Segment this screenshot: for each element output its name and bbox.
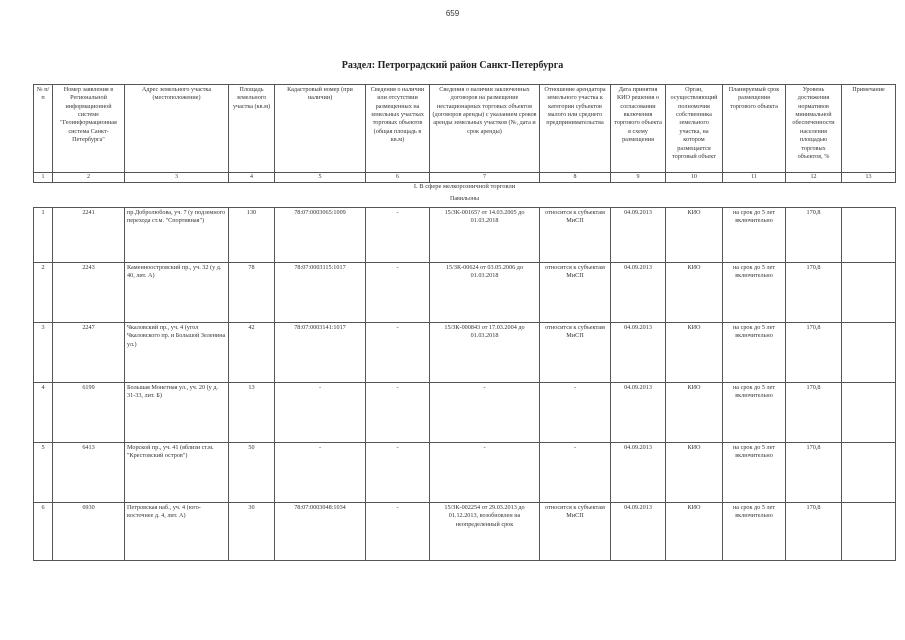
column-number: 8	[540, 173, 611, 183]
application-number-cell: 6199	[53, 383, 125, 443]
contract-info-cell: 15/ЗК-00624 от 03.05.2006 до 01.03.2018	[430, 263, 540, 323]
note-cell	[842, 323, 896, 383]
column-number: 13	[842, 173, 896, 183]
column-number: 4	[229, 173, 275, 183]
column-number: 12	[786, 173, 842, 183]
column-header: Примечание	[842, 85, 896, 173]
column-header: Дата принятия КИО решения о согласовании включения торгового объекта в схему размещения	[611, 85, 666, 173]
column-number: 5	[275, 173, 366, 183]
note-cell	[842, 503, 896, 561]
sme-status-cell: относится к субъектам МиСП	[540, 208, 611, 263]
column-number: 11	[723, 173, 786, 183]
cadastral-number-cell: -	[275, 443, 366, 503]
table-row	[34, 503, 896, 561]
column-number: 10	[666, 173, 723, 183]
existing-objects-cell: -	[366, 208, 430, 263]
row-number-cell: 5	[34, 443, 53, 503]
placement-term-cell: на срок до 5 лет включительно	[723, 263, 786, 323]
table-row	[34, 443, 896, 503]
column-header: № п/п	[34, 85, 53, 173]
area-cell: 50	[229, 443, 275, 503]
subcategory-title: Павильоны	[449, 195, 479, 202]
existing-objects-cell: -	[366, 383, 430, 443]
column-header: Адрес земельного участка (местоположение)	[125, 85, 229, 173]
owner-organ-cell: КИО	[666, 263, 723, 323]
approval-date-cell: 04.09.2013	[611, 443, 666, 503]
area-cell: 42	[229, 323, 275, 383]
row-number-cell: 2	[34, 263, 53, 323]
owner-organ-cell: КИО	[666, 443, 723, 503]
placement-term-cell: на срок до 5 лет включительно	[723, 503, 786, 561]
column-header: Площадь земельного участка (кв.м)	[229, 85, 275, 173]
cadastral-number-cell: 78:07:0003065:1009	[275, 208, 366, 263]
header-row	[34, 85, 896, 173]
provision-level-cell: 170,8	[786, 503, 842, 561]
sme-status-cell: -	[540, 383, 611, 443]
provision-level-cell: 170,8	[786, 383, 842, 443]
table-row	[34, 383, 896, 443]
sme-status-cell: относится к субъектам МиСП	[540, 263, 611, 323]
area-cell: 78	[229, 263, 275, 323]
owner-organ-cell: КИО	[666, 323, 723, 383]
note-cell	[842, 263, 896, 323]
provision-level-cell: 170,8	[786, 208, 842, 263]
row-number-cell: 4	[34, 383, 53, 443]
address-cell: Чкаловский пр., уч. 4 (угол Чкаловского пр. и Большой Зеленина ул.)	[125, 323, 229, 383]
placement-term-cell: на срок до 5 лет включительно	[723, 443, 786, 503]
column-number: 7	[430, 173, 540, 183]
existing-objects-cell: -	[366, 323, 430, 383]
page-number: 659	[445, 9, 460, 18]
row-number-cell: 6	[34, 503, 53, 561]
approval-date-cell: 04.09.2013	[611, 323, 666, 383]
provision-level-cell: 170,8	[786, 443, 842, 503]
address-cell: Большая Монетная ул., уч. 20 (у д. 31-33, лит. Б)	[125, 383, 229, 443]
application-number-cell: 2243	[53, 263, 125, 323]
placement-term-cell: на срок до 5 лет включительно	[723, 208, 786, 263]
sme-status-cell: -	[540, 443, 611, 503]
column-number: 9	[611, 173, 666, 183]
approval-date-cell: 04.09.2013	[611, 263, 666, 323]
contract-info-cell: 15/ЗК-002254 от 29.03.2013 до 01.12.2013, возобновлен на неопределенный срок	[430, 503, 540, 561]
column-header: Сведения о наличии или отсутствии размещенных на земельных участках торговых объектов (общая площадь в кв.м)	[366, 85, 430, 173]
row-number-cell: 3	[34, 323, 53, 383]
column-header: Уровень достижения нормативов минимальной обеспеченности населения площадью торговых объектов, %	[786, 85, 842, 173]
table-row	[34, 323, 896, 383]
contract-info-cell: 15/ЗК-000843 от 17.03.2004 до 01.03.2018	[430, 323, 540, 383]
category-cell	[34, 183, 896, 208]
column-number: 2	[53, 173, 125, 183]
category-row	[34, 183, 896, 208]
category-title: I. В сфере мелкорозничной торговли	[413, 183, 516, 190]
column-header: Номер заявления в Региональной информационной системе "Геоинформационная система Санкт-Петербурга"	[53, 85, 125, 173]
column-number: 3	[125, 173, 229, 183]
row-number-cell: 1	[34, 208, 53, 263]
cadastral-number-cell: 78:07:0003048:1034	[275, 503, 366, 561]
column-number-row	[34, 173, 896, 183]
application-number-cell: 2241	[53, 208, 125, 263]
sme-status-cell: относится к субъектам МиСП	[540, 323, 611, 383]
contract-info-cell: -	[430, 443, 540, 503]
application-number-cell: 6930	[53, 503, 125, 561]
application-number-cell: 6413	[53, 443, 125, 503]
existing-objects-cell: -	[366, 503, 430, 561]
approval-date-cell: 04.09.2013	[611, 208, 666, 263]
note-cell	[842, 383, 896, 443]
contract-info-cell: 15/ЗК-00165? от 14.03.2005 до 01.03.2018	[430, 208, 540, 263]
column-header: Орган, осуществляющий полномочия собственника земельного участка, на котором размещается торговый объект	[666, 85, 723, 173]
address-cell: Морской пр., уч. 41 (вблизи ст.м. "Крестовский остров")	[125, 443, 229, 503]
cadastral-number-cell: 78:07:0003115:1017	[275, 263, 366, 323]
area-cell: 30	[229, 503, 275, 561]
address-cell: пр.Добролюбова, уч. 7 (у подземного перехода ст.м. "Спортивная")	[125, 208, 229, 263]
approval-date-cell: 04.09.2013	[611, 503, 666, 561]
table-row	[34, 208, 896, 263]
note-cell	[842, 208, 896, 263]
placement-term-cell: на срок до 5 лет включительно	[723, 383, 786, 443]
area-cell: 13	[229, 383, 275, 443]
existing-objects-cell: -	[366, 443, 430, 503]
section-title: Раздел: Петроградский район Санкт-Петербурга	[341, 60, 564, 71]
existing-objects-cell: -	[366, 263, 430, 323]
column-header: Кадастровый номер (при наличии)	[275, 85, 366, 173]
approval-date-cell: 04.09.2013	[611, 383, 666, 443]
provision-level-cell: 170,8	[786, 263, 842, 323]
column-header: Сведения о наличии заключенных договоров на размещение нестационарных торговых объектов (договоров аренды) с указанием сроков аренды земельных участков (№, дата и срок аренды)	[430, 85, 540, 173]
sme-status-cell: относится к субъектам МиСП	[540, 503, 611, 561]
column-header: Отношение арендатора земельного участка к категории субъектов малого или среднего предпринимательства	[540, 85, 611, 173]
table-row	[34, 263, 896, 323]
application-number-cell: 2247	[53, 323, 125, 383]
provision-level-cell: 170,8	[786, 323, 842, 383]
owner-organ-cell: КИО	[666, 503, 723, 561]
column-number: 1	[34, 173, 53, 183]
owner-organ-cell: КИО	[666, 383, 723, 443]
owner-organ-cell: КИО	[666, 208, 723, 263]
area-cell: 130	[229, 208, 275, 263]
address-cell: Петровская наб., уч. 4 (юго-восточнее д. 4, лит. А)	[125, 503, 229, 561]
note-cell	[842, 443, 896, 503]
register-table	[33, 84, 896, 561]
column-number: 6	[366, 173, 430, 183]
placement-term-cell: на срок до 5 лет включительно	[723, 323, 786, 383]
cadastral-number-cell: 78:07:0003141:1017	[275, 323, 366, 383]
contract-info-cell: -	[430, 383, 540, 443]
column-header: Планируемый срок размещения торгового объекта	[723, 85, 786, 173]
cadastral-number-cell: -	[275, 383, 366, 443]
address-cell: Каменноостровский пр., уч. 32 (у д. 40, лит. А)	[125, 263, 229, 323]
